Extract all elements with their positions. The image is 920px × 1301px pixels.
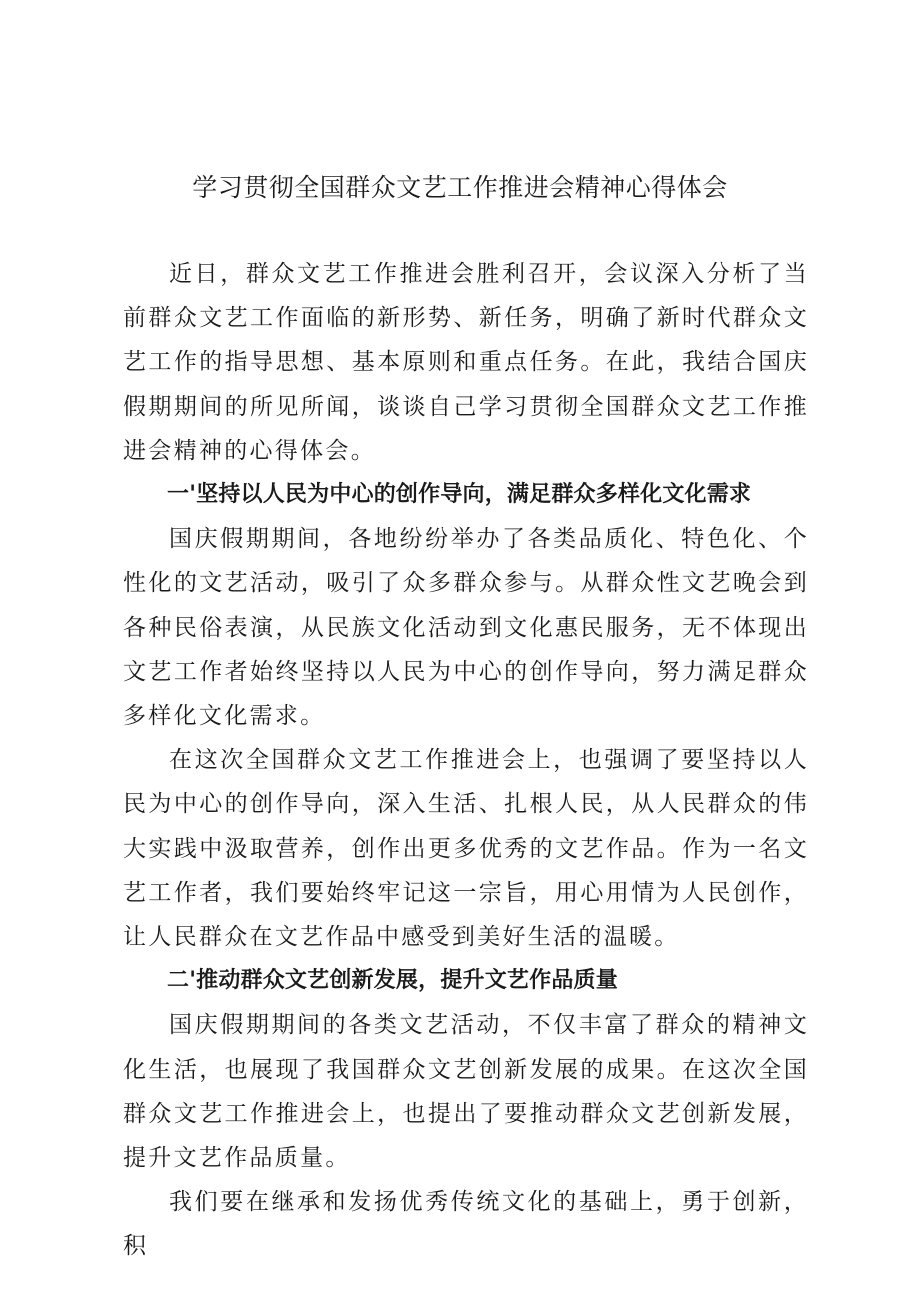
section-heading-1: 一'坚持以人民为中心的创作导向，满足群众多样化文化需求 xyxy=(167,482,752,508)
document-body xyxy=(123,252,809,1269)
document-title: 学习贯彻全国群众文艺工作推进会精神心得体会 xyxy=(192,173,728,202)
paragraph-section1-a: 国庆假期期间，各地纷纷举办了各类品质化、特色化、个性化的文艺活动，吸引了众多群众参与。从群众性文艺晚会到各种民俗表演，从民族文化活动到文化惠民服务，无不体现出文艺工作者始终坚持以人民为中心的创作导向，努力满足群众多样化文化需求。 xyxy=(123,526,809,730)
section-heading-2: 二'推动群众文艺创新发展，提升文艺作品质量 xyxy=(167,968,618,994)
paragraph-intro: 近日，群众文艺工作推进会胜利召开，会议深入分析了当前群众文艺工作面临的新形势、新任务，明确了新时代群众文艺工作的指导思想、基本原则和重点任务。在此，我结合国庆假期期间的所见所闻，谈谈自己学习贯彻全国群众文艺工作推进会精神的心得体会。 xyxy=(123,261,809,464)
paragraph-section1-b: 在这次全国群众文艺工作推进会上，也强调了要坚持以人民为中心的创作导向，深入生活、扎根人民，从人民群众的伟大实践中汲取营养，创作出更多优秀的文艺作品。作为一名文艺工作者，我们要始终牢记这一宗旨，用心用情为人民创作，让人民群众在文艺作品中感受到美好生活的温暖。 xyxy=(123,747,809,951)
paragraph-section2-b: 我们要在继承和发扬优秀传统文化的基础上，勇于创新，积 xyxy=(123,1189,809,1260)
paragraph-section2-a: 国庆假期期间的各类文艺活动，不仅丰富了群众的精神文化生活，也展现了我国群众文艺创新发展的成果。在这次全国群众文艺工作推进会上，也提出了要推动群众文艺创新发展，提升文艺作品质量。 xyxy=(123,1012,809,1172)
